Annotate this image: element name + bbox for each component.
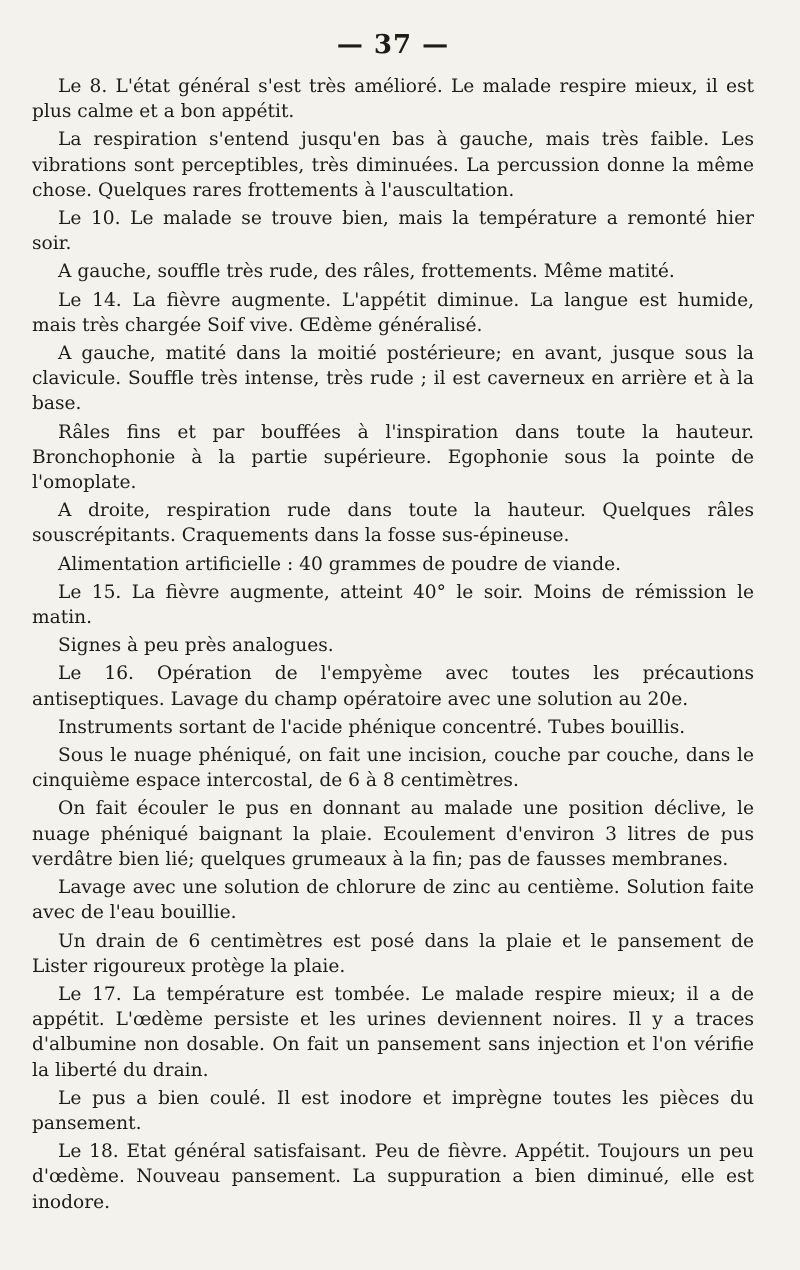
- paragraph: A gauche, matité dans la moitié postérieure; en avant, jusque sous la clavicule. Souffle très intense, très rude ; il est caverneux en arrière et à la base.: [32, 343, 754, 415]
- paragraph: La respiration s'entend jusqu'en bas à gauche, mais très faible. Les vibrations sont perceptibles, très diminuées. La percussion donne la même chose. Quelques rares frottements à l'auscultation.: [32, 129, 754, 201]
- paragraph: Râles fins et par bouffées à l'inspiration dans toute la hauteur. Bronchophonie à la partie supérieure. Egophonie sous la pointe de l'omoplate.: [32, 421, 754, 494]
- paragraph: Le pus a bien coulé. Il est inodore et imprègne toutes les pièces du pansement.: [32, 1087, 754, 1134]
- paragraph: Sous le nuage phéniqué, on fait une incision, couche par couche, dans le cinquième espace intercostal, de 6 à 8 centimètres.: [32, 745, 754, 792]
- paragraph: Lavage avec une solution de chlorure de zinc au centième. Solution faite avec de l'eau bouillie.: [32, 877, 754, 924]
- paragraph: Le 14. La fièvre augmente. L'appétit diminue. La langue est humide, mais très chargée Soif vive. Œdème généralisé.: [32, 289, 754, 336]
- paragraph: Le 8. L'état général s'est très amélioré. Le malade respire mieux, il est plus calme et a bon appétit.: [32, 76, 754, 123]
- paragraph: Alimentation artificielle : 40 grammes de poudre de viande.: [58, 553, 622, 575]
- paragraph: A droite, respiration rude dans toute la hauteur. Quelques râles souscrépitants. Craquements dans la fosse sus-épineuse.: [32, 500, 754, 547]
- paragraph: Un drain de 6 centimètres est posé dans la plaie et le pansement de Lister rigoureux protège la plaie.: [32, 930, 754, 977]
- paragraph: Le 16. Opération de l'empyème avec toutes les précautions antiseptiques. Lavage du champ opératoire avec une solution au 20e.: [32, 663, 754, 710]
- paragraph: Signes à peu près analogues.: [58, 635, 334, 657]
- body-text: [32, 74, 754, 1215]
- paragraph: Le 10. Le malade se trouve bien, mais la température a remonté hier soir.: [32, 208, 754, 255]
- paragraph: Le 17. La température est tombée. Le malade respire mieux; il a de appétit. L'œdème persiste et les urines deviennent noires. Il y a traces d'albumine non dosable. On fait un pansement sans injection et l'on vérifie la liberté du drain.: [32, 983, 754, 1081]
- paragraph: Le 15. La fièvre augmente, atteint 40° le soir. Moins de rémission le matin.: [32, 581, 754, 629]
- paragraph: Instruments sortant de l'acide phénique concentré. Tubes bouillis.: [58, 716, 686, 738]
- paragraph: On fait écouler le pus en donnant au malade une position déclive, le nuage phéniqué baignant la plaie. Ecoulement d'environ 3 litres de pus verdâtre bien lié; quelques grumeaux à la fin; pas de fausses membranes.: [32, 798, 754, 870]
- page-number: — 37 —: [336, 30, 450, 60]
- paragraph: A gauche, souffle très rude, des râles, frottements. Même matité.: [58, 261, 675, 283]
- paragraph: Le 18. Etat général satisfaisant. Peu de fièvre. Appétit. Toujours un peu d'œdème. Nouveau pansement. La suppuration a bien diminué, elle est inodore.: [32, 1141, 754, 1213]
